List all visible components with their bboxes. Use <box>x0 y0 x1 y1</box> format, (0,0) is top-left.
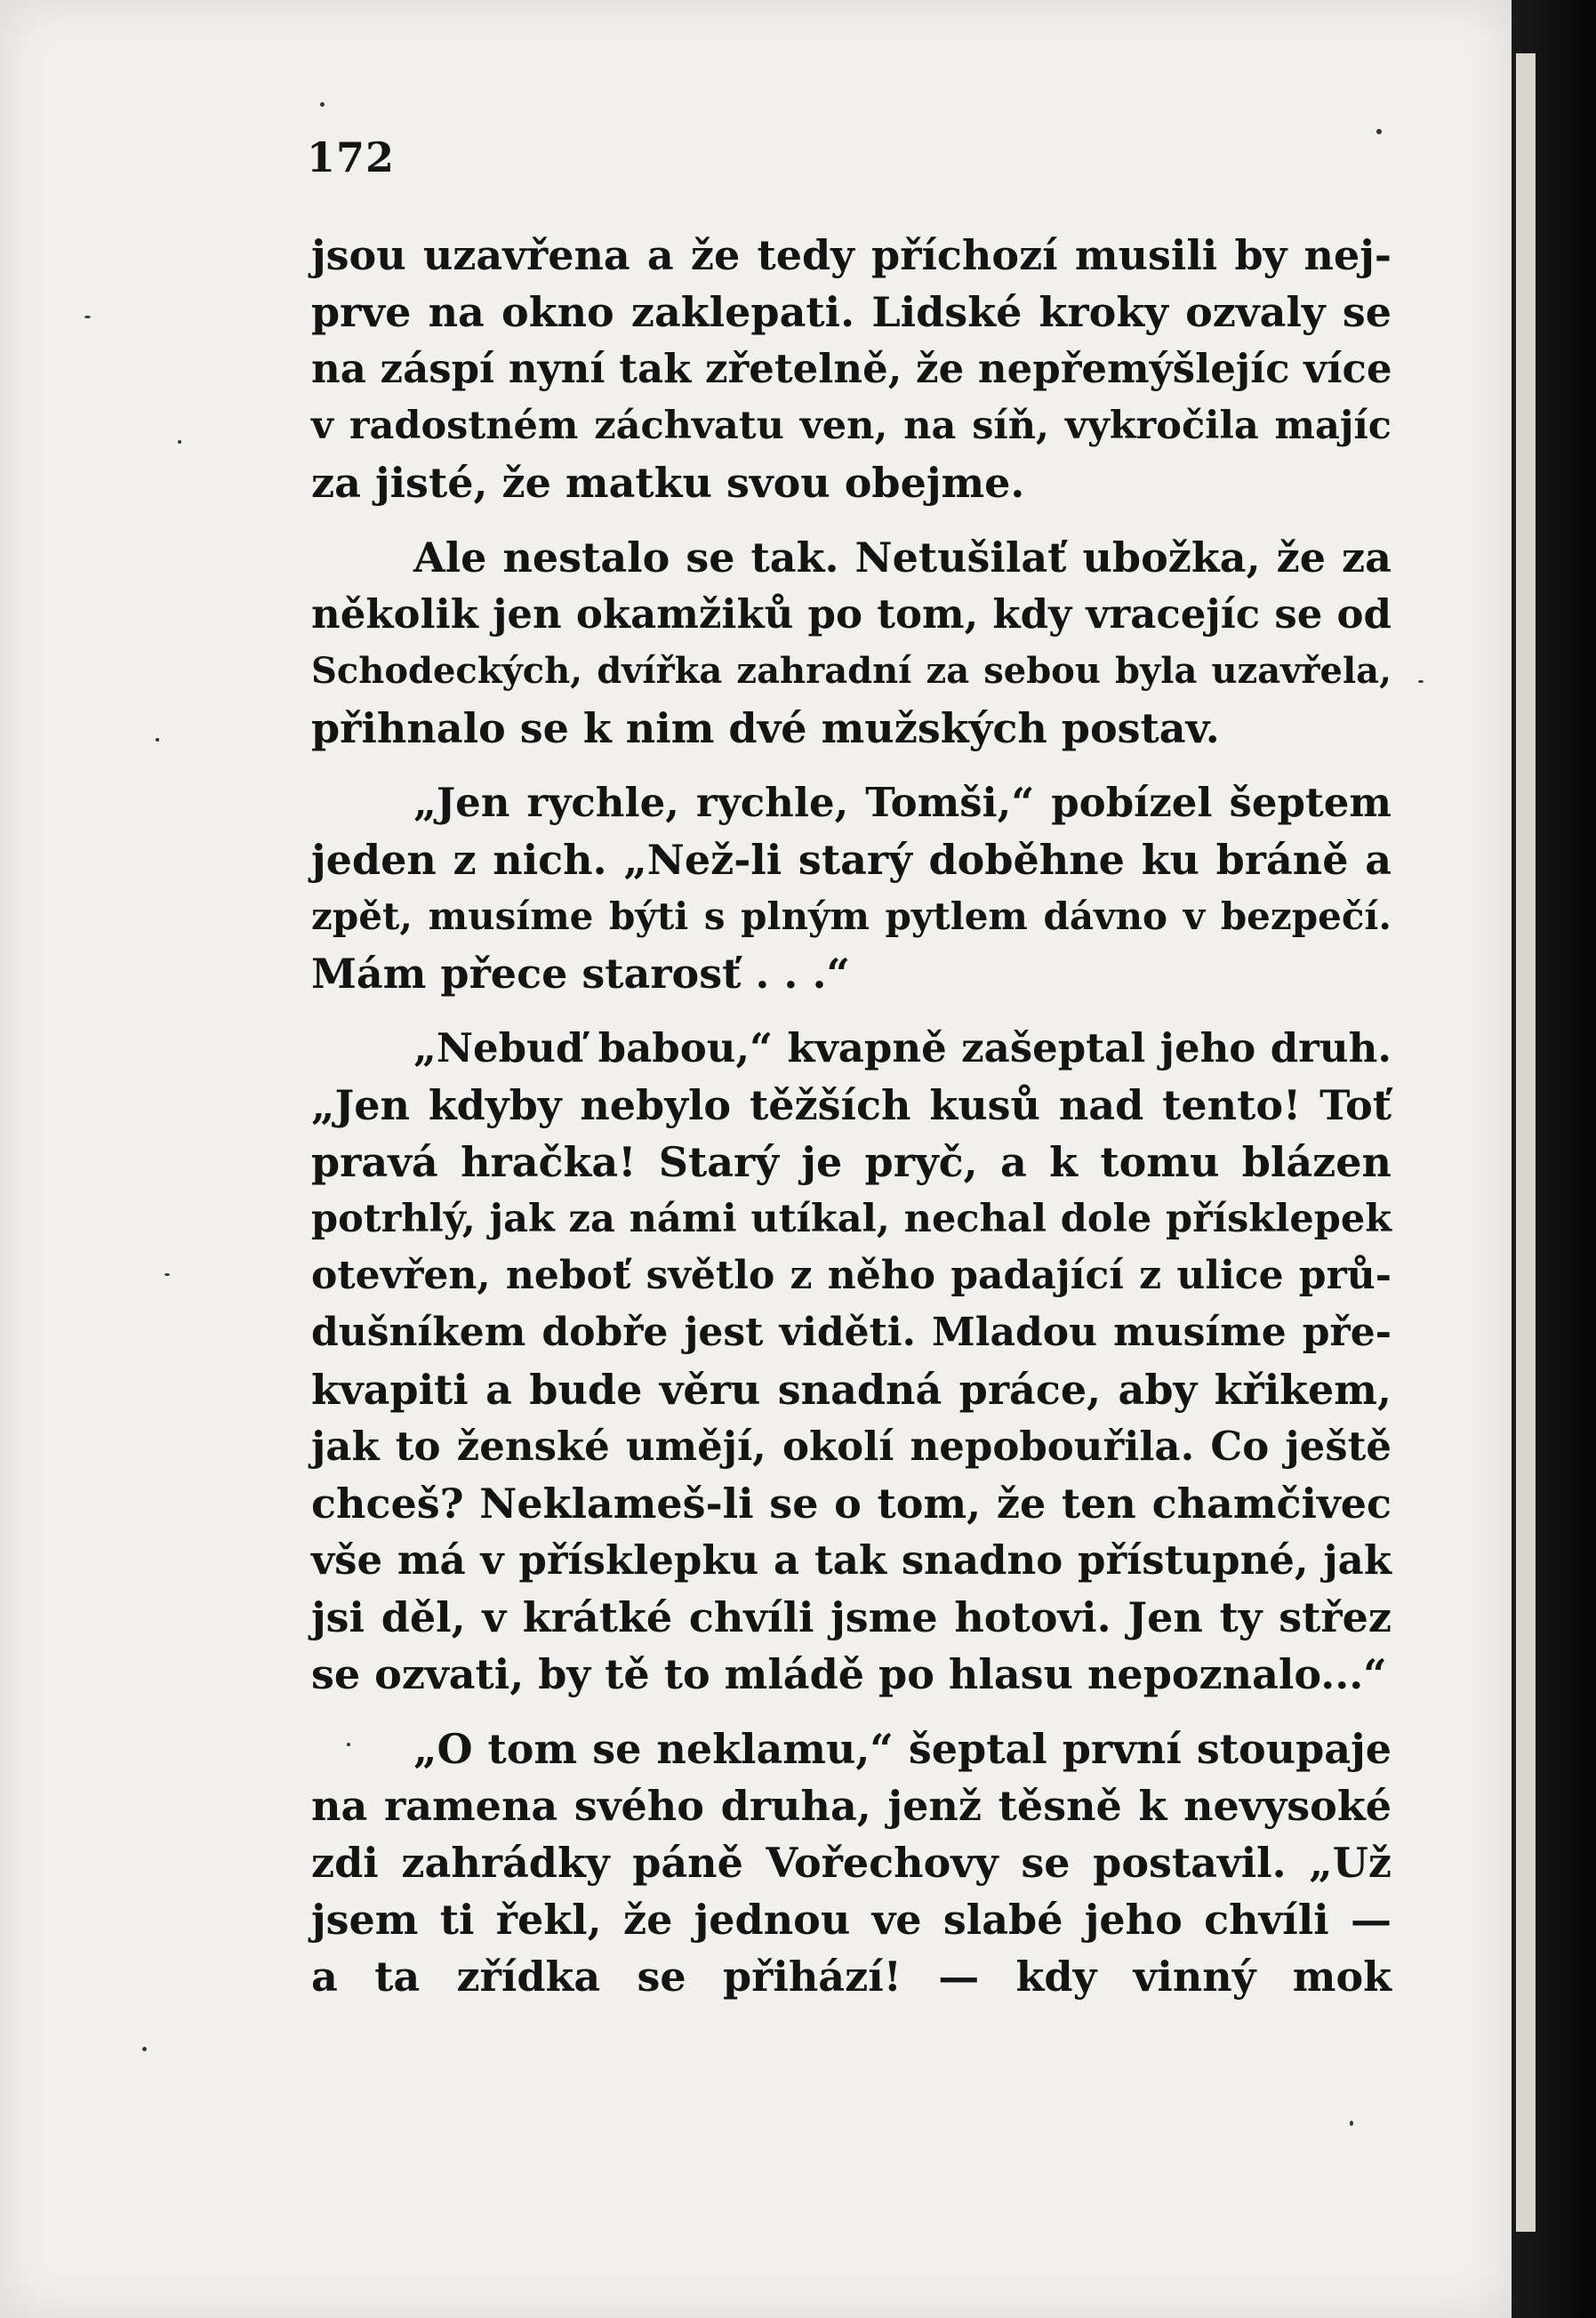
text-line: kvapiti a bude věru snadná práce, aby křikem, <box>311 1366 1391 1414</box>
text-line: na ramena svého druha, jenž těsně k nevysoké <box>311 1782 1391 1830</box>
paragraph-3 <box>311 774 1391 1002</box>
paper-speck <box>142 2047 147 2051</box>
paper-speck <box>178 440 181 444</box>
paper-speck <box>164 1273 170 1276</box>
text-line: zdi zahrádky páně Vořechovy se postavil. „Už <box>311 1839 1391 1887</box>
text-line: Ale nestalo se tak. Netušilať ubožka, že za <box>413 533 1391 582</box>
paragraph-1 <box>311 227 1391 511</box>
paper-speck <box>1350 2121 1353 2126</box>
paper-speck <box>1418 680 1424 683</box>
text-line: „Jen kdyby nebylo těžších kusů nad tento! Toť <box>311 1081 1391 1129</box>
text-line: jak to ženské umějí, okolí nepobouřila. Co ještě <box>311 1423 1391 1470</box>
text-line: Schodeckých, dvířka zahradní za sebou byla uzavřela, <box>311 650 1391 692</box>
text-line: vše má v přísklepku a tak snadno přístupné, jak <box>311 1536 1391 1584</box>
text-line: „Nebuď babou,“ kvapně zašeptal jeho druh. <box>413 1024 1391 1071</box>
text-line: „O tom se neklamu,“ šeptal první stoupaje <box>413 1725 1391 1773</box>
text-line: „Jen rychle, rychle, Tomši,“ pobízel šeptem <box>413 779 1391 826</box>
paragraph-2 <box>311 529 1391 757</box>
text-line: Mám přece starosť . . .“ <box>311 950 850 998</box>
text-line: v radostném záchvatu ven, na síň, vykročila majíc <box>311 404 1391 448</box>
paper-speck <box>84 316 91 318</box>
text-line: a ta zřídka se přihází! — kdy vinný mok <box>311 1953 1391 2001</box>
text-line: jeden z nich. „Než-li starý doběhne ku bráně a <box>311 836 1391 884</box>
text-line: otevřen, neboť světlo z něho padající z ulice prů- <box>311 1253 1391 1298</box>
text-line: dušníkem dobře jest viděti. Mladou musíme pře- <box>311 1310 1391 1355</box>
text-line: zpět, musíme býti s plným pytlem dávno v bezpečí. <box>311 894 1391 938</box>
text-line: několik jen okamžiků po tom, kdy vracejíc se od <box>311 590 1391 638</box>
text-line: jsem ti řekl, že jednou ve slabé jeho chvíli — <box>311 1896 1391 1944</box>
paragraph-4 <box>311 1020 1391 1703</box>
text-line: na záspí nyní tak zřetelně, že nepřemýšlejíc více <box>311 345 1392 392</box>
text-line: jsou uzavřena a že tedy příchozí musili by nej- <box>311 231 1391 279</box>
text-line: pravá hračka! Starý je pryč, a k tomu blázen <box>311 1138 1391 1186</box>
page-edge <box>1516 53 1536 2232</box>
paragraph-5 <box>311 1720 1391 2005</box>
text-line: potrhlý, jak za námi utíkal, nechal dole přísklepek <box>311 1197 1391 1241</box>
paper-speck <box>320 102 325 107</box>
paper-speck <box>1376 129 1382 134</box>
paper-speck <box>347 1743 350 1746</box>
text-line: za jisté, že matku svou obejme. <box>311 459 1025 507</box>
body-text <box>311 227 1391 2005</box>
page-number: 172 <box>307 133 396 181</box>
text-line: prve na okno zaklepati. Lidské kroky ozvaly se <box>311 288 1391 336</box>
paper-speck <box>156 738 159 742</box>
text-line: jsi děl, v krátké chvíli jsme hotovi. Jen ty střez <box>311 1593 1391 1641</box>
text-line: přihnalo se k nim dvé mužských postav. <box>311 704 1220 752</box>
text-line: se ozvati, by tě to mládě po hlasu nepoznalo...“ <box>311 1650 1387 1698</box>
text-line: chceš? Neklameš-li se o tom, že ten chamčivec <box>311 1480 1391 1528</box>
